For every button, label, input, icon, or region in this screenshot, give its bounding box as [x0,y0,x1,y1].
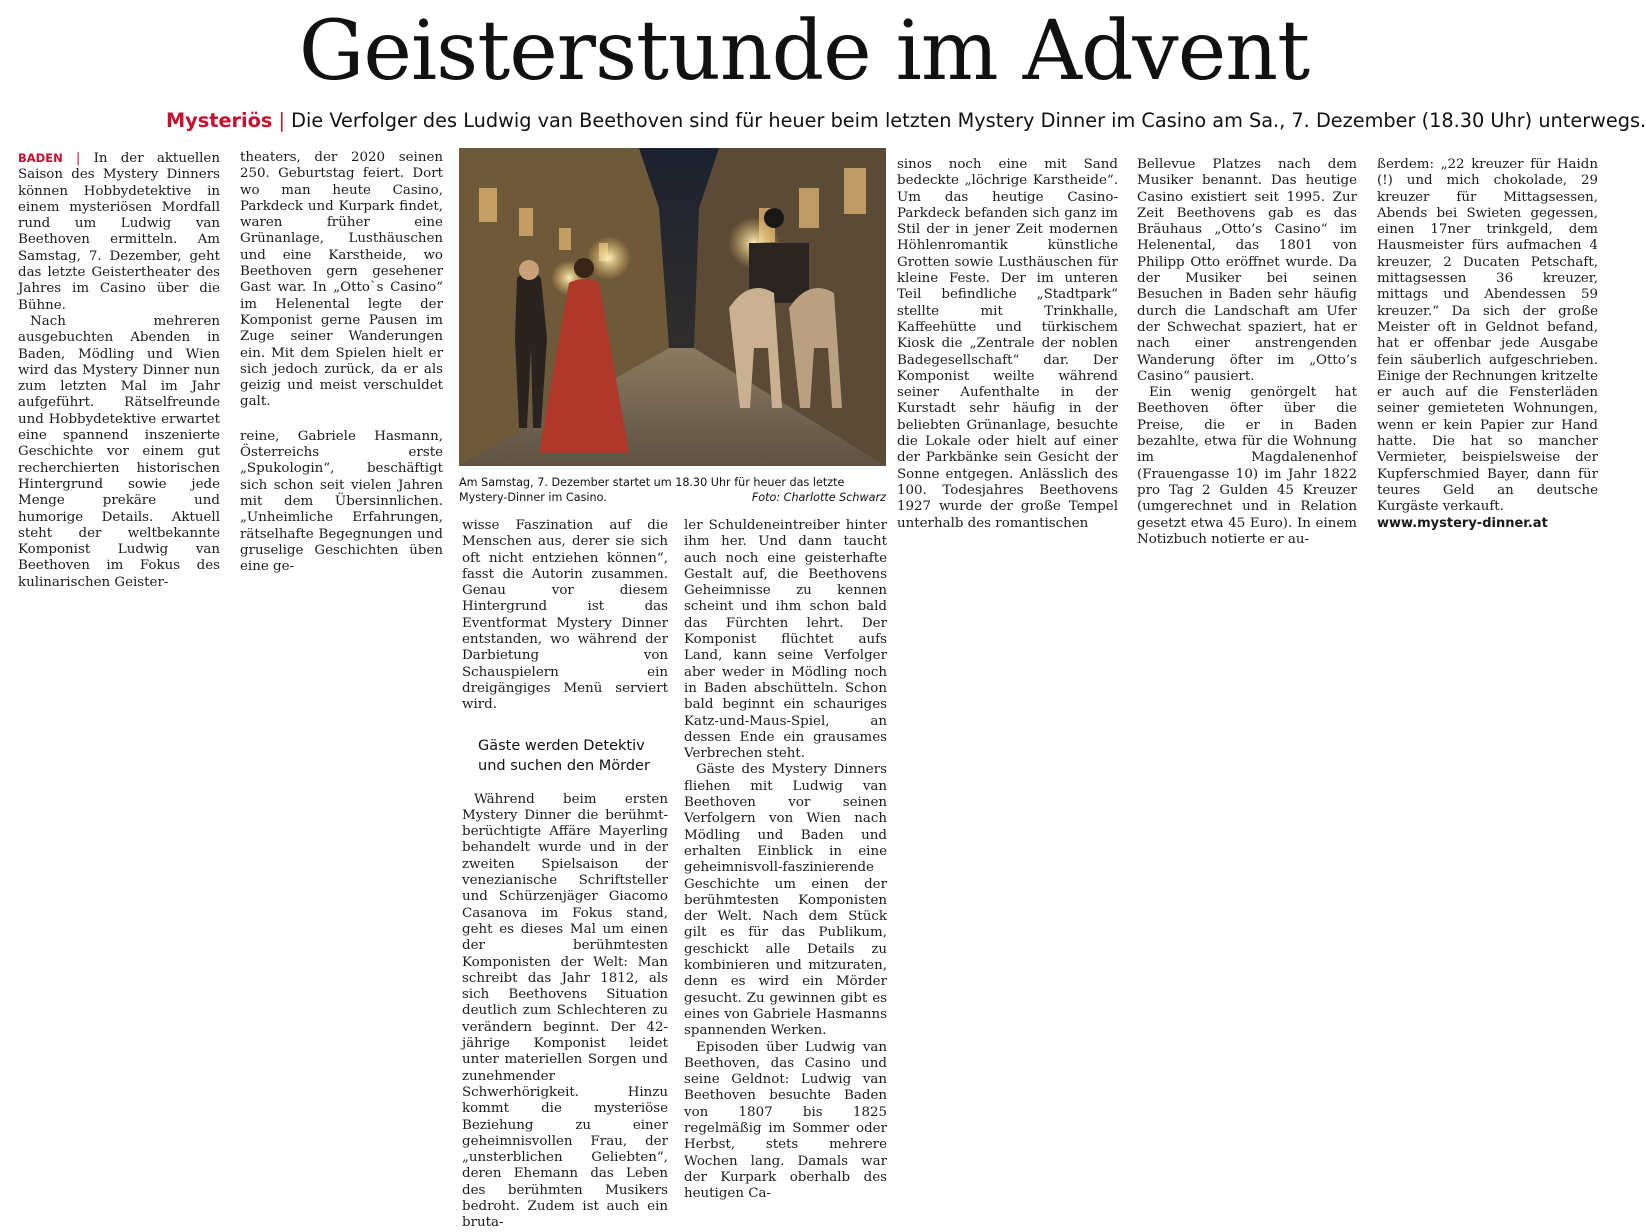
lead-paragraph [18,150,220,314]
column-2 [240,150,443,575]
paragraph: Bellevue Platzes nach dem Musiker benannt. Das heutige Casino existiert seit 1995. Zur Zeit Beethovens gab es das Bräuhaus „Otto’s Casino“ im Helenental, das 1801 von Philipp Otto eröffnet wurde. Da der Musiker bei seinen Besuchen in Baden sehr häufig durch die Landschaft am Ufer der Schwechat spaziert, hat er nach einer anstrengenden Wanderung öfter im „Otto’s Casino“ pausiert. [1137,157,1357,384]
article-photo [459,148,886,466]
column-6 [1137,157,1357,557]
kicker: Mysteriös [166,109,273,132]
lead-text: In der aktuellen Saison des Mystery Dinners können Hobbydetektive in einem mysteriösen Mordfall rund um Ludwig van Beethoven ermitteln. Am Samstag, 7. Dezember, geht das letzte Geistertheater des Jahres im Casino über die Bühne. [18,151,220,313]
website-link[interactable]: www.mystery-dinner.at [1377,515,1548,531]
url-line [1377,516,1598,532]
paragraph: wisse Faszination auf die Menschen aus, derer sie sich oft nicht entziehen können“, fasst die Autorin zusammen. Genau vor diesem Hintergrund ist das Eventformat Mystery Dinner entstanden, wo während der Darbietung von Schauspielern ein dreigängiges Menü serviert wird. [462,518,668,713]
column-5 [897,157,1118,557]
subline-text: Die Verfolger des Ludwig van Beethoven sind für heuer beim letzten Mystery Dinner im Casino am Sa., 7. Dezember (18.30 Uhr) unterwegs. [291,109,1646,132]
paragraph: sinos noch eine mit Sand bedeckte „löchrige Karstheide“. Um das heutige Casino-Parkdeck befanden sich ganz im Stil der in jener Zeit modernen Höhlenromantik künstliche Grotten sowie Lusthäuschen für kleine Feste. Der im unteren Teil befindliche „Stadtpark“ stellte mit Trinkhalle, Kaffeehütte und türkischem Kiosk die „Zentrale der noblen Badegesellschaft“ dar. Der Komponist weilte während seiner Aufenthalte in der Kurstadt sehr häufig in der beliebten Grünanlage, besuchte die Lokale oder hielt auf einer der Parkbänke sein Gesicht der Sonne entgegen. Anlässlich des 100. Todesjahres Beethovens 1927 wurde der große Tempel unterhalb des romantischen [897,157,1118,531]
kicker-separator: | [278,109,286,132]
paragraph: Episoden über Ludwig van Beethoven, das Casino und seine Geldnot: Ludwig van Beethoven besuchte Baden von 1807 bis 1825 regelmäßig im Sommer oder Herbst, stets mehrere Wochen lang. Damals war der Kurpark oberhalb des heutigen Ca- [684,1039,887,1202]
column-7 [1377,157,1598,557]
paragraph: Ein wenig genörgelt hat Beethoven öfter über die Preise, die er in Baden bezahlte, etwa für die Wohnung im Magdalenenhof (Frauengasse 10) im Jahr 1822 pro Tag 2 Gulden 45 Kreuzer (umgerechnet und in Relation gesetzt etwa 45 Euro). In einem Notizbuch notierte er au- [1137,385,1357,547]
paragraph: ler Schuldeneintreiber hinter ihm her. Und dann taucht auch noch eine geisterhafte Gestalt auf, die Beethovens Geheimnisse zu kennen scheint und ihm schon bald das Fürchten lehrt. Der Komponist flüchtet aufs Land, kann seine Verfolger aber weder in Mödling noch in Baden abschütteln. Schon bald beginnt ein schauriges Katz-und-Maus-Spiel, an dessen Ende ein grausames Verbrechen steht. [684,518,887,762]
photo-credit: Foto: Charlotte Schwarz [751,491,886,504]
paragraph: ßerdem: „22 kreuzer für Haidn (!) und mich chokolade, 29 kreuzer für Mittagsessen, Abends bei Swieten gegessen, einen 17ner trinkgeld, dem Hausmeister fürs aufmachen 4 kreuzer, 2 Ducaten Petschaft, mittagsessen 36 kreuzer, mittags und Abendessen 59 kreuzer.“ Da sich der große Meister oft in Geldnot befand, hat er offenbar jede Ausgabe fein säuberlich aufgeschrieben. Einige der Rechnungen kritzelte er auch auf die Fensterläden seiner gemieteten Wohnungen, wenn er kein Papier zur Hand hatte. Die hat so mancher Vermieter, beispielsweise der Kupferschmied Bayer, dann für teures Geld an deutsche Kurgäste verkauft. [1377,157,1598,515]
photo-caption [459,475,886,505]
column-3 [462,518,668,1231]
paragraph: Nach mehreren ausgebuchten Abenden in Baden, Mödling und Wien wird das Mystery Dinner nun zum letzten Mal im Jahr aufgeführt. Rätselfreunde und Hobbydetektive erwartet eine spannend inszenierte Geschichte vor einem gut recherchierten historischen Hintergrund sowie jede Menge prekäre und humorige Details. Aktuell steht der weltbekannte Komponist Ludwig van Beethoven im Fokus des kulinarischen Geister- [18,313,220,590]
caption-text: Am Samstag, 7. Dezember startet um 18.30 Uhr für heuer das letzte Mystery-Dinner im Casino. [459,476,845,504]
dateline: BADEN [18,151,63,165]
column-1 [18,150,220,590]
column-4 [684,518,887,1202]
paragraph: Gäste des Mystery Dinners fliehen mit Ludwig van Beethoven vor seinen Verfolgern von Wien nach Mödling und Baden und erhalten Einblick in eine geheimnisvoll-faszinierende Geschichte um einen der berühmtesten Komponisten der Welt. Nach dem Stück gilt es für das Publikum, geschickt alle Details zu kombinieren und mitzuraten, denn es wird ein Mörder gesucht. Zu gewinnen gibt es eines von Gabriele Hasmanns spannenden Werken. [684,762,887,1039]
subhead: Gäste werden Detektiv und suchen den Mörder [478,737,650,774]
paragraph: reine, Gabriele Hasmann, Österreichs erste „Spukologin“, beschäftigt sich schon seit vielen Jahren mit dem Übersinnlichen. „Unheimliche Erfahrungen, rätselhafte Begegnungen und gruselige Geschichten üben eine ge- [240,428,443,575]
dateline-separator: | [75,151,81,166]
paragraph: theaters, der 2020 seinen 250. Geburtstag feiert. Dort wo man heute Casino, Parkdeck und Kurpark findet, waren früher eine Grünanlage, Lusthäuschen und eine Karstheide, wo Beethoven gern gesehener Gast war. In „Otto`s Casino“ im Helenental legte der Komponist gerne Pausen im Zuge seiner Wanderungen ein. Mit dem Spielen hielt er sich jedoch zurück, da er als geizig und meist verschuldet galt. [240,150,443,410]
street-scene-image [459,148,886,466]
headline: Geisterstunde im Advent [298,4,1310,99]
paragraph: Während beim ersten Mystery Dinner die berühmt-berüchtigte Affäre Mayerling behandelt wurde und in der zweiten Spielsaison der venezianische Schriftsteller und Schürzenjäger Giacomo Casanova im Fokus stand, geht es dieses Mal um einen der berühmtesten Komponisten der Welt: Man schreibt das Jahr 1812, als sich Beethovens Situation deutlich zum Schlechteren zu verändern beginnt. Der 42-jährige Komponist leidet unter materiellen Sorgen und zunehmender Schwerhörigkeit. Hinzu kommt die mysteriöse Beziehung zu einer geheimnisvollen Frau, der „unsterblichen Geliebten“, deren Ehemann das Leben des berühmten Musikers bedroht. Zudem ist auch ein bruta- [462,791,668,1231]
subline [166,108,1646,134]
